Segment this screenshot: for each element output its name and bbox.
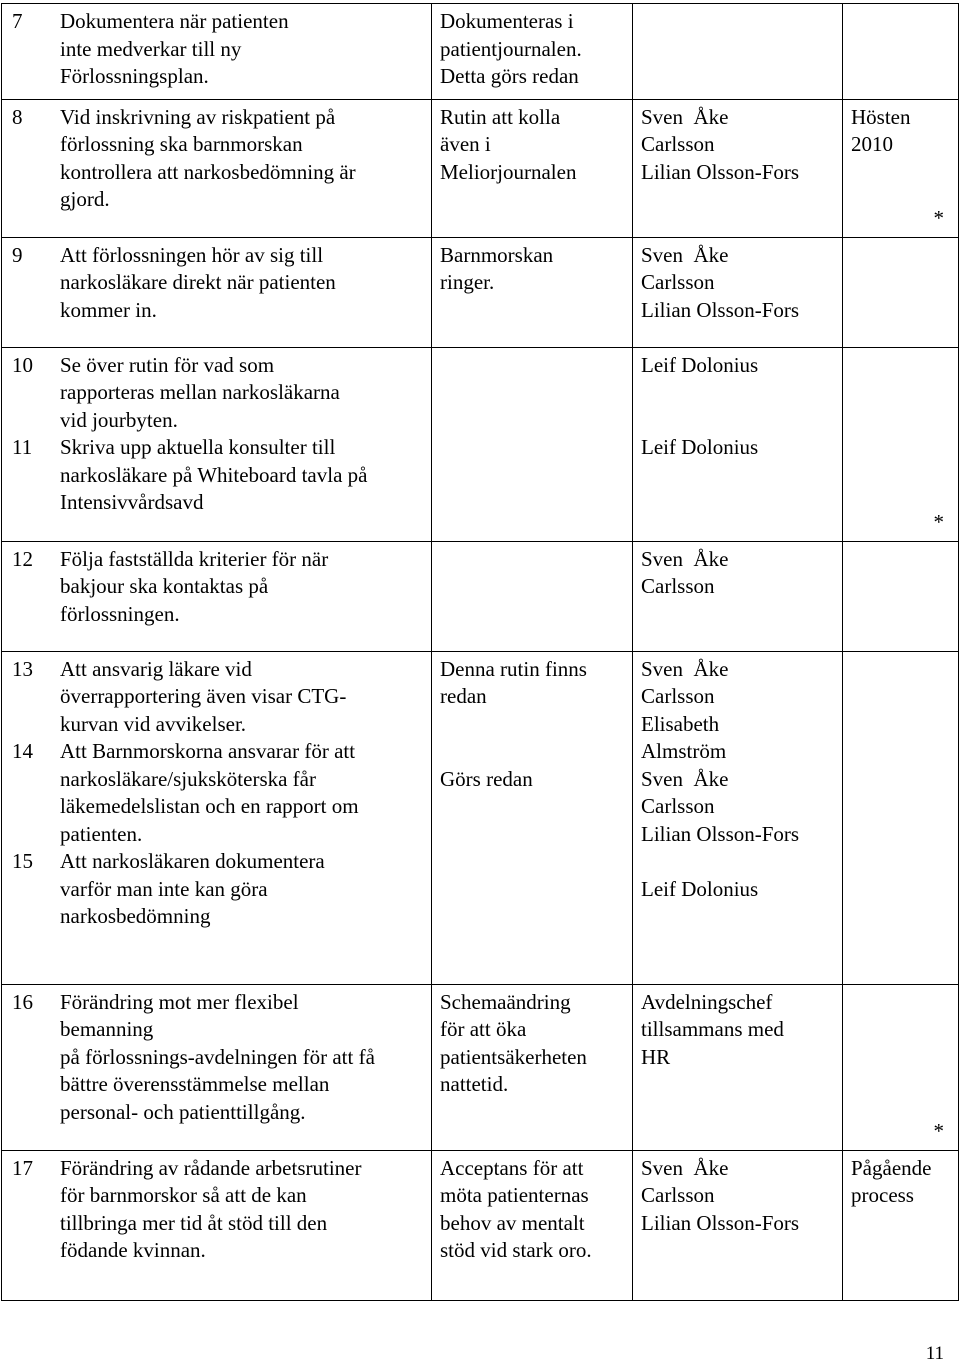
responsible-cell-line — [641, 379, 834, 407]
responsible-cell-line: Leif Dolonius — [641, 352, 759, 377]
task-cell — [2, 99, 432, 237]
task-text-line: bemanning — [60, 1017, 154, 1041]
task-cell — [2, 651, 432, 984]
task-cell — [2, 237, 432, 347]
status-cell-line: även i — [440, 132, 491, 156]
status-cell-line: Dokumenteras i — [440, 9, 574, 33]
task-item — [2, 434, 431, 517]
task-number: 16 — [12, 989, 33, 1014]
responsible-cell-line: tillsammans med — [641, 1017, 784, 1041]
responsible-cell-line: Lilian Olsson-Fors — [641, 159, 800, 184]
status-cell-line: behov av mentalt — [440, 1210, 585, 1235]
task-text-line: Att ansvarig läkare vid — [60, 656, 252, 681]
task-text-line: kontrollera att narkosbedömning är — [60, 159, 356, 184]
table-row — [2, 99, 959, 237]
responsible-cell — [633, 984, 843, 1150]
status-cell-line: för att öka — [440, 1017, 527, 1041]
task-item — [2, 1155, 431, 1265]
status-cell — [432, 541, 633, 651]
responsible-cell-line: Carlsson — [641, 574, 715, 598]
task-text-line: bakjour ska kontaktas på — [60, 574, 269, 598]
when-cell-line: 2010 — [851, 132, 893, 156]
responsible-cell — [633, 1150, 843, 1300]
task-text-line: Vid inskrivning av riskpatient på — [60, 104, 336, 129]
responsible-cell-line: Sven Åke — [641, 546, 729, 571]
status-cell-line: patientsäkerheten — [440, 1044, 587, 1069]
task-text-line: Förändring mot mer flexibel — [60, 989, 299, 1014]
responsible-cell-line: Lilian Olsson-Fors — [641, 821, 800, 846]
task-text-line: narkosbedömning — [60, 904, 211, 928]
responsible-cell-line: Avdelningschef — [641, 989, 773, 1014]
task-item — [2, 738, 431, 848]
status-cell — [432, 1150, 633, 1300]
task-text-line: tillbringa mer tid åt stöd till den — [60, 1210, 328, 1235]
when-cell — [843, 1150, 959, 1300]
status-cell — [432, 237, 633, 347]
status-cell-line: Rutin att kolla — [440, 104, 561, 129]
when-cell-line: Hösten — [851, 104, 911, 129]
task-cell — [2, 541, 432, 651]
task-number: 14 — [12, 739, 33, 763]
status-cell — [432, 347, 633, 541]
task-text-line: vid jourbyten. — [60, 407, 178, 432]
task-text — [60, 104, 431, 214]
when-cell — [843, 347, 959, 541]
responsible-cell-line: Sven Åke — [641, 104, 729, 129]
responsible-cell-line: Carlsson — [641, 270, 715, 294]
responsible-cell-line: Elisabeth — [641, 711, 720, 736]
responsible-cell-line: Carlsson — [641, 132, 715, 156]
status-cell — [432, 99, 633, 237]
task-text — [60, 242, 431, 325]
task-text-line: Intensivvårdsavd — [60, 490, 204, 514]
status-cell-line: Acceptans för att — [440, 1155, 584, 1180]
responsible-cell — [633, 347, 843, 541]
status-cell-line: möta patienternas — [440, 1183, 589, 1207]
task-text — [60, 352, 431, 435]
responsible-cell-line: Sven Åke — [641, 656, 729, 681]
task-text-line: patienten. — [60, 821, 143, 846]
responsible-cell — [633, 99, 843, 237]
task-text-line: Att narkosläkaren dokumentera — [60, 849, 325, 873]
task-text-line: inte medverkar till ny — [60, 36, 242, 61]
task-text-line: på förlossnings-avdelningen för att få — [60, 1044, 375, 1069]
task-number: 11 — [12, 435, 33, 459]
task-text-line: Att Barnmorskorna ansvarar för att — [60, 739, 356, 763]
asterisk-mark: * — [933, 510, 944, 534]
status-cell-line: Görs redan — [440, 766, 533, 791]
task-item — [2, 352, 431, 435]
when-cell — [843, 541, 959, 651]
task-text-line: Förändring av rådande arbetsrutiner — [60, 1155, 362, 1180]
task-text-line: för barnmorskor så att de kan — [60, 1183, 307, 1207]
task-text-line: förlossning ska barnmorskan — [60, 132, 303, 156]
task-text-line: varför man inte kan göra — [60, 876, 268, 901]
task-item — [2, 546, 431, 629]
table-row — [2, 237, 959, 347]
responsible-cell — [633, 651, 843, 984]
task-number: 8 — [12, 104, 23, 129]
status-cell — [432, 984, 633, 1150]
task-text — [60, 434, 431, 517]
responsible-cell-line: Lilian Olsson-Fors — [641, 1210, 800, 1235]
task-cell — [2, 347, 432, 541]
task-number: 15 — [12, 849, 33, 873]
task-text-line: kurvan vid avvikelser. — [60, 711, 247, 736]
task-text-line: Skriva upp aktuella konsulter till — [60, 435, 336, 459]
table-row — [2, 4, 959, 100]
task-text-line: gjord. — [60, 187, 110, 211]
task-cell — [2, 1150, 432, 1300]
task-item — [2, 8, 431, 91]
task-text-line: narkosläkare/sjuksköterska får — [60, 766, 316, 791]
task-item — [2, 656, 431, 739]
task-number: 7 — [12, 9, 23, 33]
responsible-cell-line: HR — [641, 1044, 671, 1069]
responsible-cell-line — [641, 848, 834, 876]
status-cell-line — [440, 738, 624, 766]
task-text-line: narkosläkare direkt när patienten — [60, 270, 336, 294]
task-text-line: förlossningen. — [60, 601, 180, 626]
when-cell-line: Pågående — [851, 1155, 932, 1180]
table-row — [2, 984, 959, 1150]
status-cell-line: Schemaändring — [440, 989, 571, 1014]
responsible-cell-line: Almström — [641, 739, 727, 763]
status-cell-line: Detta görs redan — [440, 64, 579, 88]
when-cell — [843, 651, 959, 984]
page-number: 11 — [925, 1343, 944, 1364]
task-text-line: Se över rutin för vad som — [60, 352, 275, 377]
responsible-cell-line: Carlsson — [641, 794, 715, 818]
responsible-cell — [633, 541, 843, 651]
when-cell — [843, 984, 959, 1150]
task-cell — [2, 4, 432, 100]
task-text-line: bättre överensstämmelse mellan — [60, 1072, 330, 1096]
task-text-line: narkosläkare på Whiteboard tavla på — [60, 462, 368, 487]
task-cell — [2, 984, 432, 1150]
when-cell-line: process — [851, 1183, 914, 1207]
table-row — [2, 651, 959, 984]
table-row — [2, 347, 959, 541]
status-cell — [432, 651, 633, 984]
when-cell — [843, 4, 959, 100]
responsible-cell-line: Sven Åke — [641, 242, 729, 267]
responsible-cell-line: Sven Åke — [641, 766, 729, 791]
task-item — [2, 104, 431, 214]
task-text-line: överrapportering även visar CTG- — [60, 684, 347, 708]
when-cell — [843, 237, 959, 347]
task-item — [2, 848, 431, 931]
responsible-cell-line: Carlsson — [641, 1183, 715, 1207]
asterisk-mark: * — [933, 1119, 944, 1143]
task-text — [60, 738, 431, 848]
action-plan-table — [1, 3, 959, 1301]
task-text-line: Dokumentera när patienten — [60, 9, 289, 33]
task-text — [60, 1155, 431, 1265]
responsible-cell-line: Carlsson — [641, 684, 715, 708]
status-cell-line: nattetid. — [440, 1072, 509, 1096]
when-cell — [843, 99, 959, 237]
task-number: 12 — [12, 546, 33, 571]
responsible-cell-line: Leif Dolonius — [641, 876, 759, 901]
task-text — [60, 546, 431, 629]
task-text-line: Att förlossningen hör av sig till — [60, 242, 324, 267]
task-item — [2, 989, 431, 1127]
task-text — [60, 989, 431, 1127]
task-text-line: kommer in. — [60, 297, 157, 322]
task-number: 13 — [12, 656, 33, 681]
task-number: 10 — [12, 352, 33, 377]
task-number: 9 — [12, 242, 23, 267]
status-cell-line: stöd vid stark oro. — [440, 1238, 592, 1262]
status-cell-line: Denna rutin finns — [440, 656, 587, 681]
task-number: 17 — [12, 1155, 33, 1180]
asterisk-mark: * — [933, 206, 944, 230]
responsible-cell — [633, 237, 843, 347]
task-text — [60, 848, 431, 931]
responsible-cell-line — [641, 407, 834, 435]
task-text-line: personal- och patienttillgång. — [60, 1099, 306, 1124]
responsible-cell-line: Leif Dolonius — [641, 435, 759, 459]
task-text-line: läkemedelslistan och en rapport om — [60, 794, 359, 818]
task-text-line: rapporteras mellan narkosläkarna — [60, 380, 340, 404]
status-cell-line: redan — [440, 684, 487, 708]
status-cell-line: Meliorjournalen — [440, 159, 577, 184]
status-cell — [432, 4, 633, 100]
task-text-line: födande kvinnan. — [60, 1238, 206, 1262]
status-cell-line: patientjournalen. — [440, 36, 582, 61]
task-text — [60, 656, 431, 739]
task-item — [2, 242, 431, 325]
status-cell-line: Barnmorskan — [440, 242, 554, 267]
task-text — [60, 8, 431, 91]
task-text-line: Följa fastställda kriterier för när — [60, 546, 329, 571]
responsible-cell — [633, 4, 843, 100]
action-plan-body — [2, 4, 959, 1301]
table-row — [2, 541, 959, 651]
status-cell-line: ringer. — [440, 270, 495, 294]
task-text-line: Förlossningsplan. — [60, 64, 209, 88]
responsible-cell-line: Sven Åke — [641, 1155, 729, 1180]
table-row — [2, 1150, 959, 1300]
responsible-cell-line: Lilian Olsson-Fors — [641, 297, 800, 322]
status-cell-line — [440, 711, 624, 739]
